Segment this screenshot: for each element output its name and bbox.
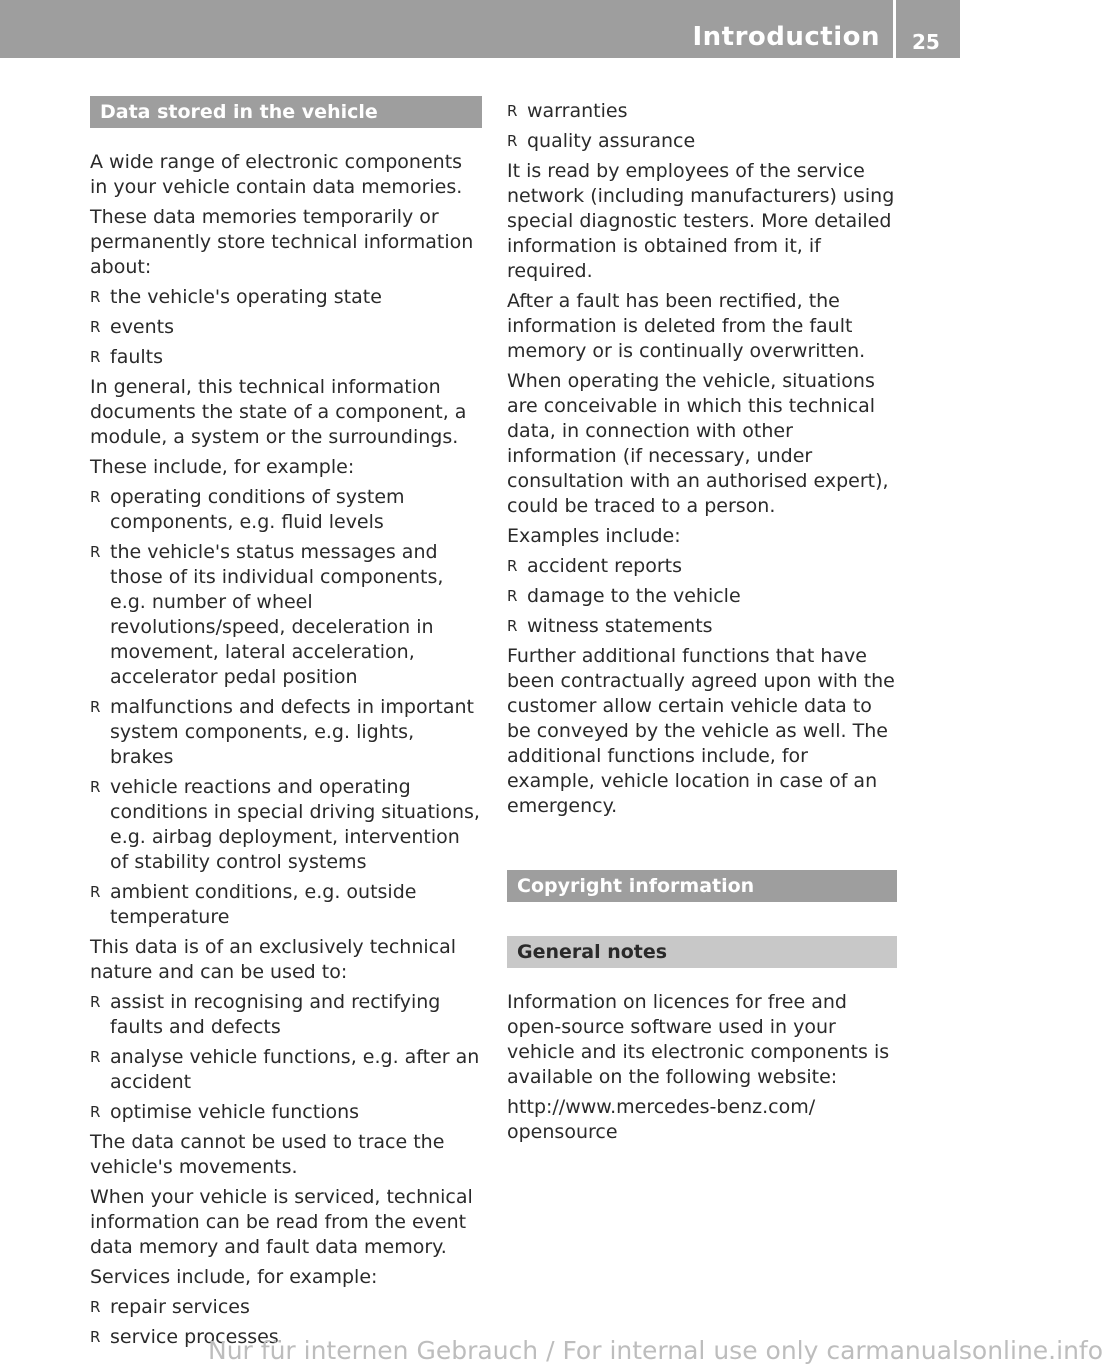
watermark-text: Nur für internen Gebrauch / For internal use only (208, 1336, 819, 1365)
paragraph: In general, this technical information documents the state of a component, a module, a system or the surroundings. (90, 376, 467, 448)
paragraph: It is read by employees of the service network (including manufacturers) using special diagnostic testers. More detailed information is obtained from it, if required. (507, 160, 895, 282)
bullet-list (90, 990, 482, 1125)
paragraph: This data is of an exclusively technical nature and can be used to: (90, 936, 457, 983)
heading-copyright: Copyright information (507, 870, 897, 902)
list-item: R accident reports (507, 554, 897, 579)
heading-general-notes: General notes (507, 936, 897, 968)
heading-data-stored: Data stored in the vehicle (90, 96, 482, 128)
list-item: R witness statements (507, 614, 897, 639)
list-item: R damage to the vehicle (507, 584, 897, 609)
list-item: R events (90, 315, 482, 340)
list-item: R analyse vehicle functions, e.g. after an accident (90, 1045, 482, 1095)
paragraph: When operating the vehicle, situations are conceivable in which this technical data, in connection with other information (if necessary, under consultation with an authorised expert), could be traced to a person. (507, 370, 889, 517)
watermark (208, 1336, 1103, 1365)
list-item: R service processes (90, 1325, 482, 1350)
list-item: R ambient conditions, e.g. outside temperature (90, 880, 482, 930)
list-item: R optimise vehicle functions (90, 1100, 482, 1125)
bullet-list (507, 99, 897, 154)
bullet-list (90, 485, 482, 930)
spacer (507, 924, 897, 936)
header-divider (893, 0, 896, 58)
paragraph: A wide range of electronic components in your vehicle contain data memories. (90, 151, 463, 198)
list-item: R faults (90, 345, 482, 370)
page-number: 25 (912, 30, 940, 54)
paragraph: These data memories temporarily or permanently store technical information about: (90, 206, 474, 278)
list-item: R repair services (90, 1295, 482, 1320)
list-item: R quality assurance (507, 129, 897, 154)
list-item: R the vehicle's operating state (90, 285, 482, 310)
bullet-list (507, 554, 897, 639)
watermark-site: carmanualsonline.info (826, 1336, 1103, 1365)
paragraph: Information on licences for free and open-source software used in your vehicle and its electronic components is available on the following website: (507, 991, 890, 1088)
list-item: R warranties (507, 99, 897, 124)
paragraph: These include, for example: (90, 456, 355, 478)
list-item: R the vehicle's status messages and those of its individual components, e.g. number of wheel revolutions/speed, deceleration in movement, lateral acceleration, accelerator pedal position (90, 540, 482, 690)
section-title: Introduction (692, 22, 880, 52)
paragraph: After a fault has been rectified, the information is deleted from the fault memory or is continually overwritten. (507, 290, 866, 362)
list-item: R malfunctions and defects in important system components, e.g. lights, brakes (90, 695, 482, 770)
website-link: http://www.mercedes-benz.com/ opensource (507, 1096, 816, 1143)
paragraph: Services include, for example: (90, 1266, 378, 1288)
bullet-list (90, 285, 482, 370)
page-header (0, 0, 960, 58)
paragraph: Examples include: (507, 525, 681, 547)
spacer (507, 824, 897, 870)
paragraph: The data cannot be used to trace the vehicle's movements. (90, 1131, 445, 1178)
list-item: R operating conditions of system components, e.g. fluid levels (90, 485, 482, 535)
right-column (507, 99, 897, 1150)
list-item: R vehicle reactions and operating conditions in special driving situations, e.g. airbag deployment, intervention of stability control systems (90, 775, 482, 875)
list-item: R assist in recognising and rectifying faults and defects (90, 990, 482, 1040)
paragraph: Further additional functions that have been contractually agreed upon with the customer allow certain vehicle data to be conveyed by the vehicle as well. The additional functions include, for example, vehicle location in case of an emergency. (507, 645, 895, 817)
left-column (90, 96, 482, 1355)
paragraph: When your vehicle is serviced, technical information can be read from the event data memory and fault data memory. (90, 1186, 473, 1258)
